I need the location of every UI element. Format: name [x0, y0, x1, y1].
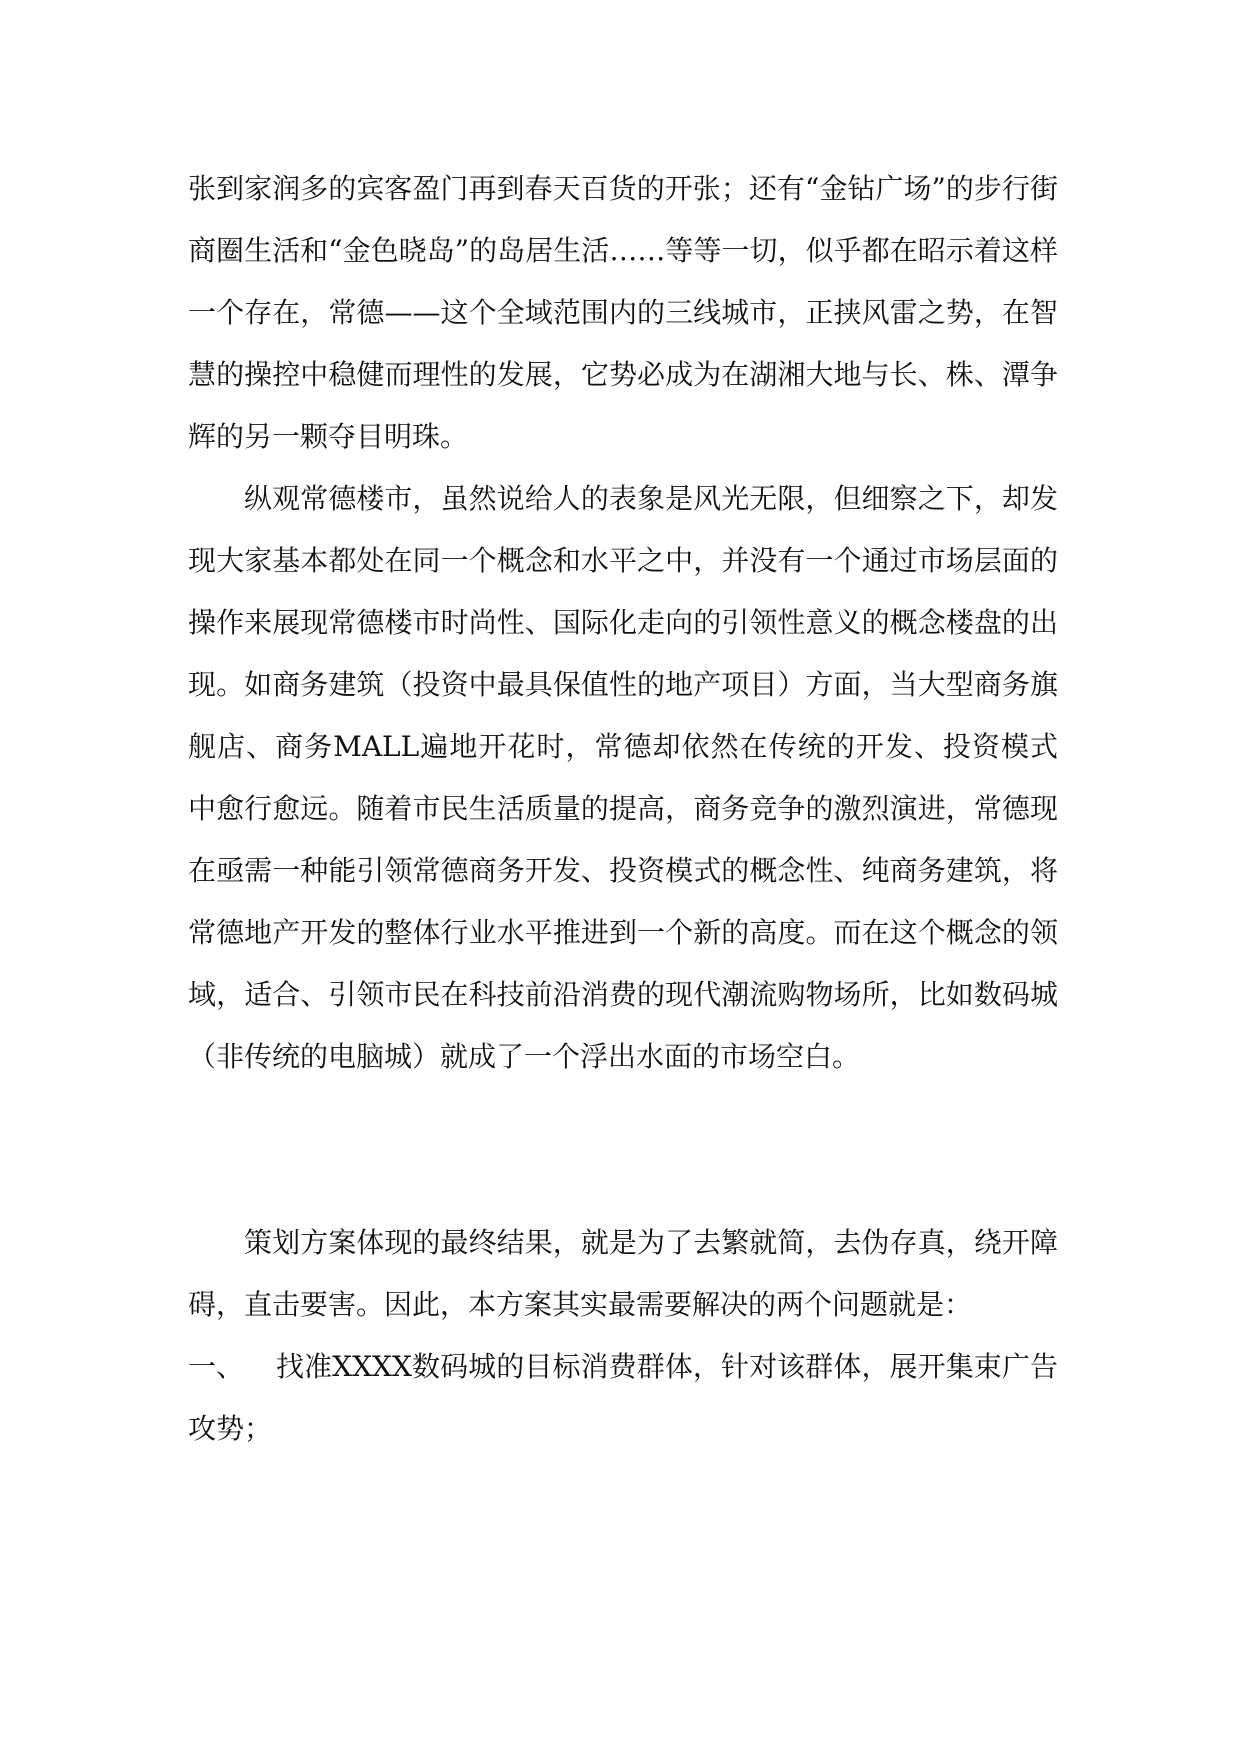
- list-item-first: [188, 1336, 1058, 1460]
- list-marker: 一、: [188, 1350, 245, 1383]
- paragraph-city-development: 张到家润多的宾客盈门再到春天百货的开张；还有“金钻广场”的步行街商圈生活和“金色晓岛”的岛居生活……等等一切，似乎都在昭示着这样一个存在，常德——这个全域范围内的三线城市，正挟风雷之势，在智慧的操控中稳健而理性的发展，它势必成为在湖湘大地与长、株、潭争辉的另一颗夺目明珠。: [188, 172, 1058, 453]
- paragraph-market-analysis: 纵观常德楼市，虽然说给人的表象是风光无限，但细察之下，却发现大家基本都处在同一个概念和水平之中，并没有一个通过市场层面的操作来展现常德楼市时尚性、国际化走向的引领性意义的概念楼盘的出现。如商务建筑（投资中最具保值性的地产项目）方面，当大型商务旗舰店、商务MALL遍地开花时，常德却依然在传统的开发、投资模式中愈行愈远。随着市民生活质量的提高，商务竞争的激烈演进，常德现在亟需一种能引领常德商务开发、投资模式的概念性、纯商务建筑，将常德地产开发的整体行业水平推进到一个新的高度。而在这个概念的领域，适合、引领市民在科技前沿消费的现代潮流购物场所，比如数码城（非传统的电脑城）就成了一个浮出水面的市场空白。: [188, 482, 1058, 1073]
- list-item-text: 找准XXXX数码城的目标消费群体，针对该群体，展开集束广告攻势；: [188, 1350, 1058, 1445]
- section-spacer: [188, 1088, 1058, 1212]
- paragraph-plan-summary: 策划方案体现的最终结果，就是为了去繁就简，去伪存真，绕开障碍，直击要害。因此，本方案其实最需要解决的两个问题就是：: [188, 1226, 1058, 1321]
- document-page: [188, 158, 1058, 1460]
